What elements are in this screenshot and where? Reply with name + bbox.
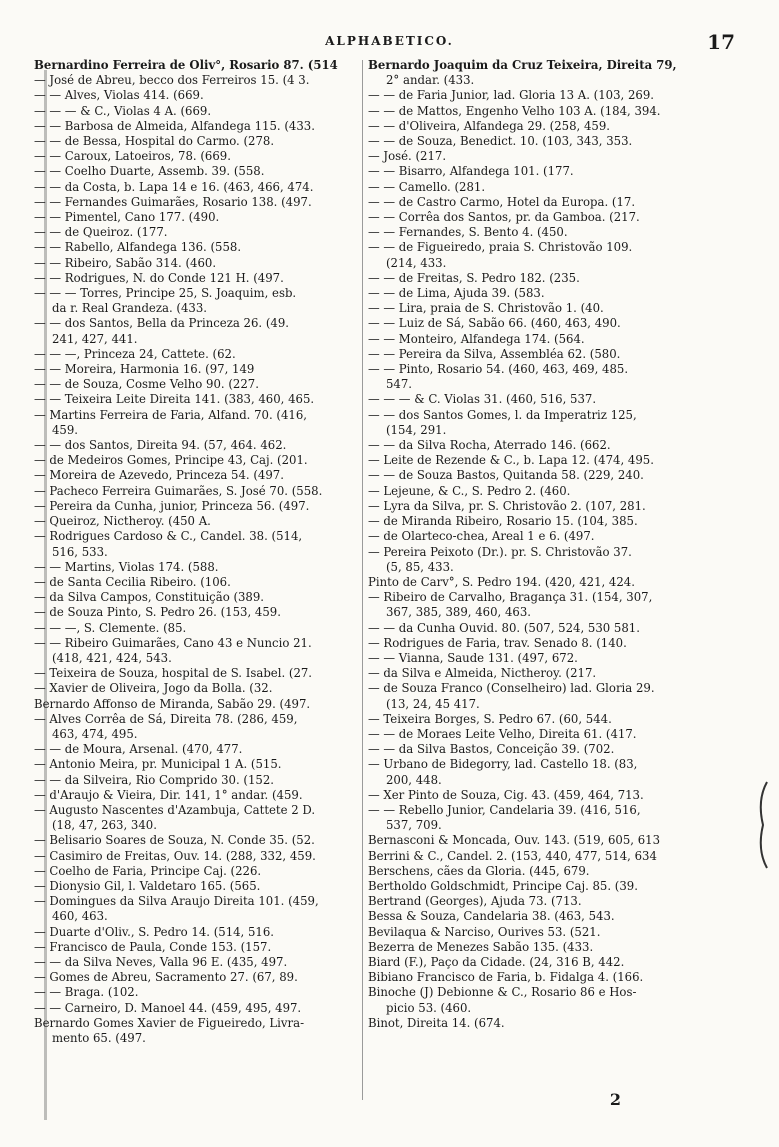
directory-entry: Bessa & Souza, Candelaria 38. (463, 543.	[368, 909, 615, 924]
directory-entry: — Belisario Soares de Souza, N. Conde 35. (52.	[34, 833, 315, 848]
directory-entry: — Xer Pinto de Souza, Cig. 43. (459, 464, 713.	[368, 787, 644, 802]
directory-entry: — — Moreira, Harmonia 16. (97, 149	[34, 362, 255, 377]
directory-entry: — — Barbosa de Almeida, Alfandega 115. (433.	[34, 118, 315, 133]
directory-entry: — Xavier de Oliveira, Jogo da Bolla. (32.	[34, 681, 273, 696]
directory-entry: — — da Silva Neves, Valla 96 E. (435, 497.	[34, 954, 288, 969]
directory-entry: Biard (F.), Paço da Cidade. (24, 316 B, 442.	[368, 954, 625, 969]
directory-entry: — de Souza Franco (Conselheiro) lad. Gloria 29.	[368, 681, 655, 696]
directory-entry: — Pereira Peixoto (Dr.). pr. S. Christovão 37.	[368, 544, 632, 559]
directory-entry: — — —, S. Clemente. (85.	[34, 620, 187, 635]
directory-entry: — — de Souza, Cosme Velho 90. (227.	[34, 377, 259, 392]
directory-entry: — — Rabello, Alfandega 136. (558.	[34, 240, 242, 255]
directory-entry: (13, 24, 45 417.	[386, 696, 480, 711]
directory-entry: Bevilaqua & Narciso, Ourives 53. (521.	[368, 924, 601, 939]
directory-entry: — Dionysio Gil, l. Valdetaro 165. (565.	[34, 878, 261, 893]
directory-entry: — Moreira de Azevedo, Princeza 54. (497.	[34, 468, 284, 483]
directory-entry: Bertrand (Georges), Ajuda 73. (713.	[368, 894, 582, 909]
directory-entry: — — — & C. Violas 31. (460, 516, 537.	[368, 392, 597, 407]
directory-entry: 459.	[52, 422, 79, 437]
directory-entry: (214, 433.	[386, 255, 447, 270]
directory-entry: — Domingues da Silva Araujo Direita 101. (459,	[34, 894, 319, 909]
directory-entry: — — de Castro Carmo, Hotel da Europa. (17.	[368, 194, 636, 209]
directory-entry: — — — & C., Violas 4 A. (669.	[34, 103, 212, 118]
directory-entry: — Duarte d'Oliv., S. Pedro 14. (514, 516.	[34, 924, 275, 939]
directory-entry: — Teixeira de Souza, hospital de S. Isabel. (27.	[34, 666, 313, 681]
directory-entry: Berschens, cães da Gloria. (445, 679.	[368, 863, 590, 878]
directory-entry: — — Corrêa dos Santos, pr. da Gamboa. (217.	[368, 210, 640, 225]
signature-mark: 2	[609, 1090, 621, 1109]
directory-entry: 516, 533.	[52, 544, 108, 559]
directory-entry: — — Alves, Violas 414. (669.	[34, 88, 204, 103]
directory-entry: — — de Moraes Leite Velho, Direita 61. (417.	[368, 726, 637, 741]
directory-entry: — — Rebello Junior, Candelaria 39. (416, 516,	[368, 802, 641, 817]
directory-entry: — — de Lima, Ajuda 39. (583.	[368, 286, 545, 301]
directory-entry: — — —, Princeza 24, Cattete. (62.	[34, 346, 236, 361]
directory-entry: — — Camello. (281.	[368, 179, 486, 194]
directory-entry: Bezerra de Menezes Sabão 135. (433.	[368, 939, 594, 954]
directory-entry: (154, 291.	[386, 422, 447, 437]
directory-entry: — — Fernandes, S. Bento 4. (450.	[368, 225, 568, 240]
directory-entry: — — Pinto, Rosario 54. (460, 463, 469, 485.	[368, 362, 629, 377]
directory-entry: — — de Faria Junior, lad. Gloria 13 A. (103, 269.	[368, 88, 654, 103]
directory-entry: — José de Abreu, becco dos Ferreiros 15. (4 3.	[34, 73, 310, 88]
directory-entry: — da Silva Campos, Constituição (389.	[34, 590, 265, 605]
margin-bracket-icon	[753, 780, 771, 870]
directory-entry: — — d'Oliveira, Alfandega 29. (258, 459.	[368, 118, 610, 133]
page-number: 17	[707, 30, 735, 54]
directory-entry: — — — Torres, Principe 25, S. Joaquim, esb.	[34, 286, 297, 301]
directory-entry: — — de Queiroz. (177.	[34, 225, 168, 240]
directory-entry: — Urbano de Bidegorry, lad. Castello 18. (83,	[368, 757, 638, 772]
directory-entry: — Rodrigues Cardoso & C., Candel. 38. (514,	[34, 529, 303, 544]
left-column	[34, 58, 360, 1091]
directory-entry: Bernasconi & Moncada, Ouv. 143. (519, 605, 613	[368, 833, 661, 848]
directory-entry: — Gomes de Abreu, Sacramento 27. (67, 89.	[34, 970, 298, 985]
directory-entry: — José. (217.	[368, 149, 447, 164]
directory-entry: — de Santa Cecilia Ribeiro. (106.	[34, 574, 231, 589]
directory-entry: — — Bisarro, Alfandega 101. (177.	[368, 164, 574, 179]
directory-entry: — Casimiro de Freitas, Ouv. 14. (288, 332, 459.	[34, 848, 316, 863]
directory-entry: da r. Real Grandeza. (433.	[52, 301, 207, 316]
directory-entry: — — de Mattos, Engenho Velho 103 A. (184, 394.	[368, 103, 661, 118]
directory-entry: — — Ribeiro Guimarães, Cano 43 e Nuncio 21.	[34, 635, 312, 650]
directory-entry: — — dos Santos, Direita 94. (57, 464. 462.	[34, 438, 287, 453]
directory-entry: — — Monteiro, Alfandega 174. (564.	[368, 331, 585, 346]
directory-entry: — d'Araujo & Vieira, Dir. 141, 1° andar. (459.	[34, 787, 303, 802]
directory-entry: — Lyra da Silva, pr. S. Christovão 2. (107, 281.	[368, 498, 646, 513]
directory-entry: — Pacheco Ferreira Guimarães, S. José 70. (558.	[34, 483, 323, 498]
directory-entry: mento 65. (497.	[52, 1031, 146, 1045]
directory-entry: 367, 385, 389, 460, 463.	[386, 605, 531, 620]
directory-entry: — — da Cunha Ouvid. 80. (507, 524, 530 581.	[368, 620, 640, 635]
directory-entry: Binoche (J) Debionne & C., Rosario 86 e Hos-	[368, 985, 637, 1000]
directory-entry: — de Medeiros Gomes, Principe 43, Caj. (201.	[34, 453, 308, 468]
directory-entry: — da Silva e Almeida, Nictheroy. (217.	[368, 666, 597, 681]
directory-entry: — — Carneiro, D. Manoel 44. (459, 495, 497.	[34, 1000, 302, 1015]
directory-entry: Pinto de Carv°, S. Pedro 194. (420, 421, 424.	[368, 574, 635, 589]
directory-entry: — — Vianna, Saude 131. (497, 672.	[368, 650, 578, 665]
directory-entry: Berrini & C., Candel. 2. (153, 440, 477, 514, 634	[368, 848, 657, 863]
directory-entry: Bernardo Affonso de Miranda, Sabão 29. (497.	[34, 696, 311, 711]
directory-entry: — — de Freitas, S. Pedro 182. (235.	[368, 270, 580, 285]
directory-entry: 200, 448.	[386, 772, 442, 787]
column-divider	[362, 60, 363, 1100]
directory-entry: — — da Silveira, Rio Comprido 30. (152.	[34, 772, 274, 787]
directory-entry: — Francisco de Paula, Conde 153. (157.	[34, 939, 272, 954]
page-header	[30, 30, 749, 56]
directory-entry: — Lejeune, & C., S. Pedro 2. (460.	[368, 483, 571, 498]
directory-entry: — — Braga. (102.	[34, 985, 139, 1000]
directory-entry: — — da Silva Rocha, Aterrado 146. (662.	[368, 438, 611, 453]
directory-entry: — Antonio Meira, pr. Municipal 1 A. (515.	[34, 757, 282, 772]
directory-entry: — — de Souza, Benedict. 10. (103, 343, 353.	[368, 134, 633, 149]
directory-entry: — de Olarteco-chea, Areal 1 e 6. (497.	[368, 529, 595, 544]
directory-entry: — — da Costa, b. Lapa 14 e 16. (463, 466, 474.	[34, 179, 314, 194]
running-title: ALPHABETICO.	[325, 34, 454, 48]
directory-entry: — de Souza Pinto, S. Pedro 26. (153, 459.	[34, 605, 281, 620]
directory-entry: — — Pimentel, Cano 177. (490.	[34, 210, 220, 225]
directory-entry: Binot, Direita 14. (674.	[368, 1015, 505, 1030]
directory-entry: (418, 421, 424, 543.	[52, 650, 172, 665]
directory-entry: — de Miranda Ribeiro, Rosario 15. (104, 385.	[368, 514, 638, 529]
directory-entry: — Rodrigues de Faria, trav. Senado 8. (140.	[368, 635, 627, 650]
directory-entry: — — dos Santos, Bella da Princeza 26. (49.	[34, 316, 289, 331]
directory-entry: — — de Souza Bastos, Quitanda 58. (229, 240.	[368, 468, 644, 483]
directory-entry: 2° andar. (433.	[386, 73, 475, 88]
directory-entry: — — Pereira da Silva, Assembléa 62. (580.	[368, 346, 621, 361]
directory-entry: — Queiroz, Nictheroy. (450 A.	[34, 514, 211, 529]
directory-entry: 463, 474, 495.	[52, 726, 138, 741]
directory-entry: — Ribeiro de Carvalho, Bragança 31. (154, 307,	[368, 590, 653, 605]
directory-entry: (18, 47, 263, 340.	[52, 818, 157, 833]
directory-entry: 241, 427, 441.	[52, 331, 138, 346]
directory-entry: — — Lira, praia de S. Christovão 1. (40.	[368, 301, 604, 316]
directory-entry: 460, 463.	[52, 909, 108, 924]
directory-entry: — Leite de Rezende & C., b. Lapa 12. (474, 495.	[368, 453, 654, 468]
directory-entry: — — de Figueiredo, praia S. Christovão 109.	[368, 240, 633, 255]
directory-entry: — — Caroux, Latoeiros, 78. (669.	[34, 149, 231, 164]
directory-entry: — — Ribeiro, Sabão 314. (460.	[34, 255, 217, 270]
directory-entry: — Augusto Nascentes d'Azambuja, Cattete 2 D.	[34, 802, 316, 817]
directory-entry: Bernardo Gomes Xavier de Figueiredo, Livra-	[34, 1015, 305, 1030]
directory-entry: Bertholdo Goldschmidt, Principe Caj. 85. (39.	[368, 878, 638, 893]
right-column	[368, 58, 752, 1091]
directory-entry: — — Luiz de Sá, Sabão 66. (460, 463, 490.	[368, 316, 621, 331]
directory-entry: — — Fernandes Guimarães, Rosario 138. (497.	[34, 194, 312, 209]
directory-entry: — Alves Corrêa de Sá, Direita 78. (286, 459,	[34, 711, 298, 726]
directory-entry: — — Martins, Violas 174. (588.	[34, 559, 219, 574]
directory-entry: — — dos Santos Gomes, l. da Imperatriz 125,	[368, 407, 637, 422]
directory-entry: — — Teixeira Leite Direita 141. (383, 460, 465.	[34, 392, 315, 407]
directory-entry: — Coelho de Faria, Principe Caj. (226.	[34, 863, 262, 878]
directory-entry: — — da Silva Bastos, Conceição 39. (702.	[368, 742, 615, 757]
directory-entry: — Teixeira Borges, S. Pedro 67. (60, 544.	[368, 711, 612, 726]
directory-entry: (5, 85, 433.	[386, 559, 454, 574]
directory-entry: — — de Bessa, Hospital do Carmo. (278.	[34, 134, 275, 149]
directory-entry: — Pereira da Cunha, junior, Princeza 56. (497.	[34, 498, 310, 513]
directory-entry: Bernardo Joaquim da Cruz Teixeira, Direita 79,	[368, 58, 677, 72]
directory-entry: picio 53. (460.	[386, 1000, 472, 1015]
directory-entry: 547.	[386, 377, 413, 392]
directory-entry: — — Rodrigues, N. do Conde 121 H. (497.	[34, 270, 284, 285]
directory-entry: — — de Moura, Arsenal. (470, 477.	[34, 742, 243, 757]
directory-entry: Bibiano Francisco de Faria, b. Fidalga 4. (166.	[368, 970, 644, 985]
directory-entry: — Martins Ferreira de Faria, Alfand. 70. (416,	[34, 407, 307, 422]
directory-entry: 537, 709.	[386, 818, 442, 833]
directory-entry: Bernardino Ferreira de Oliv°, Rosario 87. (514	[34, 58, 338, 72]
directory-entry: — — Coelho Duarte, Assemb. 39. (558.	[34, 164, 265, 179]
